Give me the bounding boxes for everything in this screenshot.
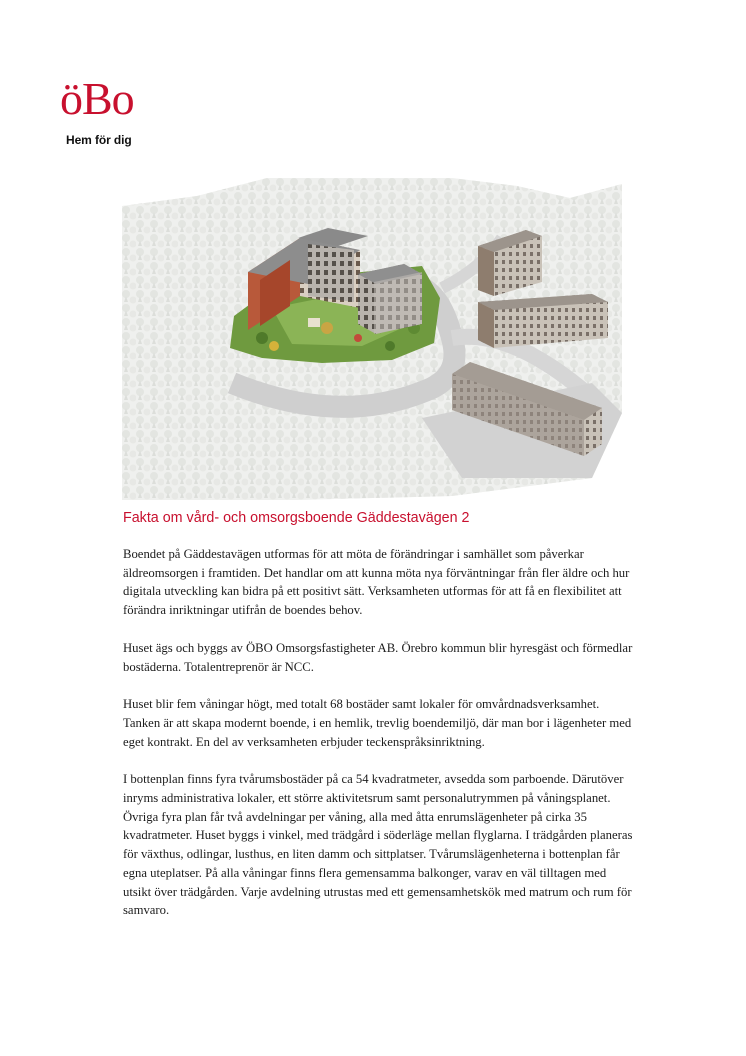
paragraph: Huset blir fem våningar högt, med totalt 68 bostäder samt lokaler för omvårdnadsverksamhet. Tanken är att skapa modernt boende, i en hemlik, trevlig boendemiljö, där man bor i lägenheter med eget kontrakt. En del av verksamheten erbjuder teckenspråksinriktning. bbox=[123, 697, 632, 749]
paragraph: I bottenplan finns fyra tvårumsbostäder på ca 54 kvadratmeter, avsedda som parboende. Därutöver inryms administrativa lokaler, ett större aktivitetsrum samt personalutrymmen på våningsplanet. Övriga fyra plan får två avdelningar per våning, alla med åtta enrumslägenheter på cirka 35 kvadratmeter. Huset byggs i vinkel, med trädgård i söderläge mellan flyglarna. I trädgården planeras för växthus, odlingar, lusthus, en liten damm och sittplatser. Tvårumslägenheterna i bottenplan får egna uteplatser. På alla våningar finns flera gemensamma balkonger, varav en väl tilltagen med utsikt över trädgården. Varje avdelning utrustas med ett gemensamhetskök med matrum och rum för samvaro. bbox=[123, 772, 633, 918]
obo-logo-mark bbox=[60, 70, 160, 126]
paragraph: Boendet på Gäddestavägen utformas för att möta de förändringar i samhället som påverkar äldreomsorgen i framtiden. Det handlar om att kunna möta nya förväntningar från fler äldre och hur digitala utveckling kan bidra på ett positivt sätt. Verksamheten utformas för att få en flexibilitet att förändra inriktningar utifrån de boendes behov. bbox=[123, 547, 630, 618]
article-body bbox=[123, 545, 633, 939]
logo-wordmark: öBo bbox=[60, 73, 134, 124]
page-title: Fakta om vård- och omsorgsboende Gäddestavägen 2 bbox=[123, 510, 470, 526]
logo-tagline: Hem för dig bbox=[66, 133, 132, 147]
paragraph: Huset ägs och byggs av ÖBO Omsorgsfastigheter AB. Örebro kommun blir hyresgäst och förmedlar bostäderna. Totalentreprenör är NCC. bbox=[123, 640, 633, 674]
obo-logo bbox=[60, 70, 160, 150]
building-rendering-image bbox=[122, 178, 622, 500]
